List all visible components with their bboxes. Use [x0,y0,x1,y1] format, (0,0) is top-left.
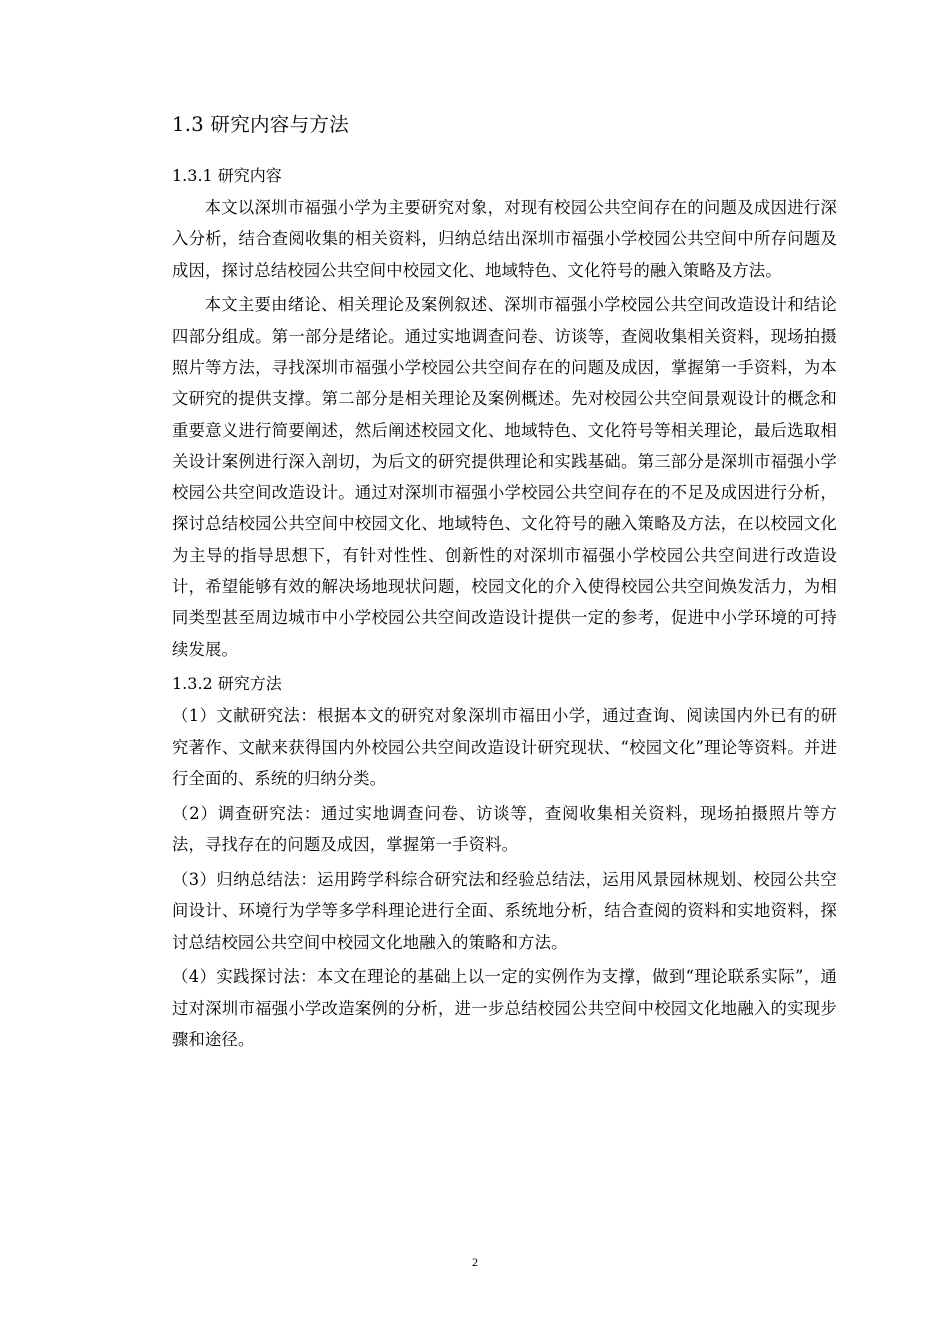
method-item-induction: （3）归纳总结法：运用跨学科综合研究法和经验总结法，运用风景园林规划、校园公共空间设计、环境行为学等多学科理论进行全面、系统地分析，结合查阅的资料和实地资料，探讨总结校园公共空间中校园文化地融入的策略和方法。 [172,869,837,952]
content-paragraph-2: 本文主要由绪论、相关理论及案例叙述、深圳市福强小学校园公共空间改造设计和结论四部分组成。第一部分是绪论。通过实地调查问卷、访谈等，查阅收集相关资料，现场拍摄照片等方法，寻找深圳市福强小学校园公共空间存在的问题及成因，掌握第一手资料，为本文研究的提供支撑。第二部分是相关理论及案例概述。先对校园公共空间景观设计的概念和重要意义进行简要阐述，然后阐述校园文化、地域特色、文化符号等相关理论，最后选取相关设计案例进行深入剖切，为后文的研究提供理论和实践基础。第三部分是深圳市福强小学校园公共空间改造设计。通过对深圳市福强小学校园公共空间存在的不足及成因进行分析，探讨总结校园公共空间中校园文化、地域特色、文化符号的融入策略及方法，在以校园文化为主导的指导思想下，有针对性性、创新性的对深圳市福强小学校园公共空间进行改造设计，希望能够有效的解决场地现状问题，校园文化的介入使得校园公共空间焕发活力，为相同类型甚至周边城市中小学校园公共空间改造设计提供一定的参考，促进中小学环境的可持续发展。 [172,295,837,659]
page-number: 2 [472,1255,478,1269]
subsection-heading-research-content: 1.3.1 研究内容 [172,166,282,185]
section-heading: 1.3 研究内容与方法 [172,113,350,136]
page-body [172,110,837,1059]
method-item-practice: （4）实践探讨法：本文在理论的基础上以一定的实例作为支撑，做到“理论联系实际”，通过对深圳市福强小学改造案例的分析，进一步总结校园公共空间中校园文化地融入的实现步骤和途径。 [172,967,837,1049]
content-paragraph-1: 本文以深圳市福强小学为主要研究对象，对现有校园公共空间存在的问题及成因进行深入分析，结合查阅收集的相关资料，归纳总结出深圳市福强小学校园公共空间中所存问题及成因，探讨总结校园公共空间中校园文化、地域特色、文化符号的融入策略及方法。 [172,198,837,280]
subsection-heading-research-methods: 1.3.2 研究方法 [172,674,282,694]
method-item-literature: （1）文献研究法：根据本文的研究对象深圳市福田小学，通过查询、阅读国内外已有的研究著作、文献来获得国内外校园公共空间改造设计研究现状、“校园文化”理论等资料。并进行全面的、系统的归纳分类。 [172,706,837,789]
method-item-survey: （2）调查研究法：通过实地调查问卷、访谈等，查阅收集相关资料，现场拍摄照片等方法，寻找存在的问题及成因，掌握第一手资料。 [172,803,837,855]
